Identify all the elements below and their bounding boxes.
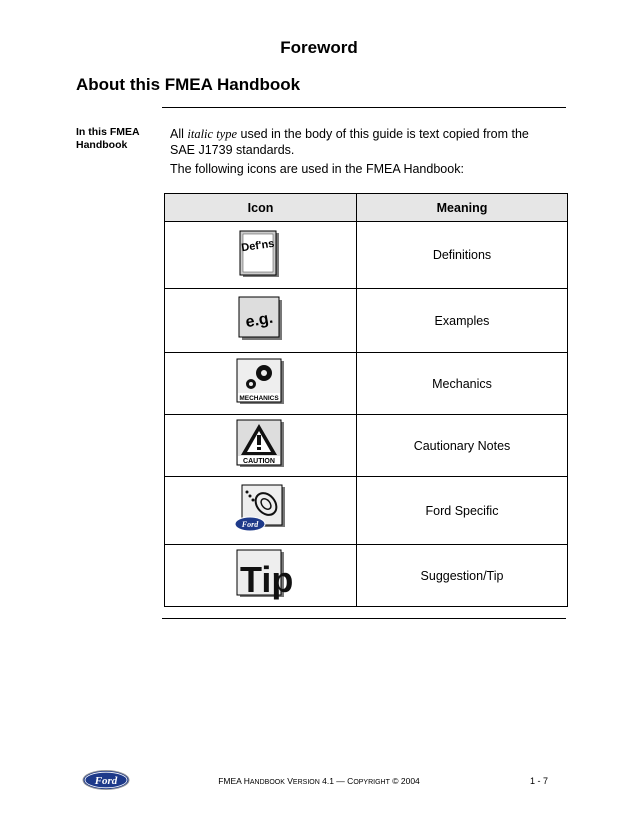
svg-text:Def'ns: Def'ns: [240, 237, 275, 254]
svg-text:Ford: Ford: [241, 520, 258, 529]
side-label: In this FMEA Handbook: [76, 126, 140, 151]
section-title: About this FMEA Handbook: [76, 75, 301, 94]
svg-text:MECHANICS: MECHANICS: [238, 395, 279, 402]
meaning-column-header: Meaning: [357, 194, 568, 222]
table-header-row: [165, 194, 568, 222]
table-row: [165, 353, 568, 415]
intro-paragraph: All italic type used in the body of this guide is text copied from the SAE J1739 standards.: [170, 127, 529, 157]
meaning-ford-specific: Ford Specific: [357, 477, 568, 545]
meaning-caution: Cautionary Notes: [357, 415, 568, 477]
table-row: [165, 545, 568, 607]
svg-text:Tip: Tip: [239, 559, 293, 600]
bottom-divider: [162, 618, 566, 619]
icon-column-header: Icon: [165, 194, 357, 222]
table-row: [165, 222, 568, 289]
svg-text:e.g.: e.g.: [243, 309, 274, 332]
svg-text:Ford: Ford: [94, 775, 118, 787]
ford-specific-icon: [233, 484, 289, 537]
icons-table: [164, 193, 568, 607]
meaning-examples: Examples: [357, 289, 568, 353]
footer-text: FMEA HANDBOOK VERSION 4.1 — COPYRIGHT © 2004: [218, 776, 420, 786]
meaning-mechanics: Mechanics: [357, 353, 568, 415]
page-title: Foreword: [280, 38, 358, 57]
table-row: [165, 289, 568, 353]
svg-text:CAUTION: CAUTION: [242, 458, 275, 465]
definitions-icon: [237, 229, 285, 282]
meaning-tip: Suggestion/Tip: [357, 545, 568, 607]
mechanics-icon: [236, 358, 286, 409]
caution-icon: [236, 419, 286, 472]
italic-sample: italic type: [187, 127, 238, 141]
table-row: [165, 477, 568, 545]
table-row: [165, 415, 568, 477]
icons-intro: The following icons are used in the FMEA Handbook:: [170, 162, 464, 176]
meaning-definitions: Definitions: [357, 222, 568, 289]
page-number: 1 - 7: [530, 776, 549, 786]
top-divider: [162, 107, 566, 108]
examples-icon: [237, 295, 285, 346]
tip-icon: [236, 549, 293, 602]
